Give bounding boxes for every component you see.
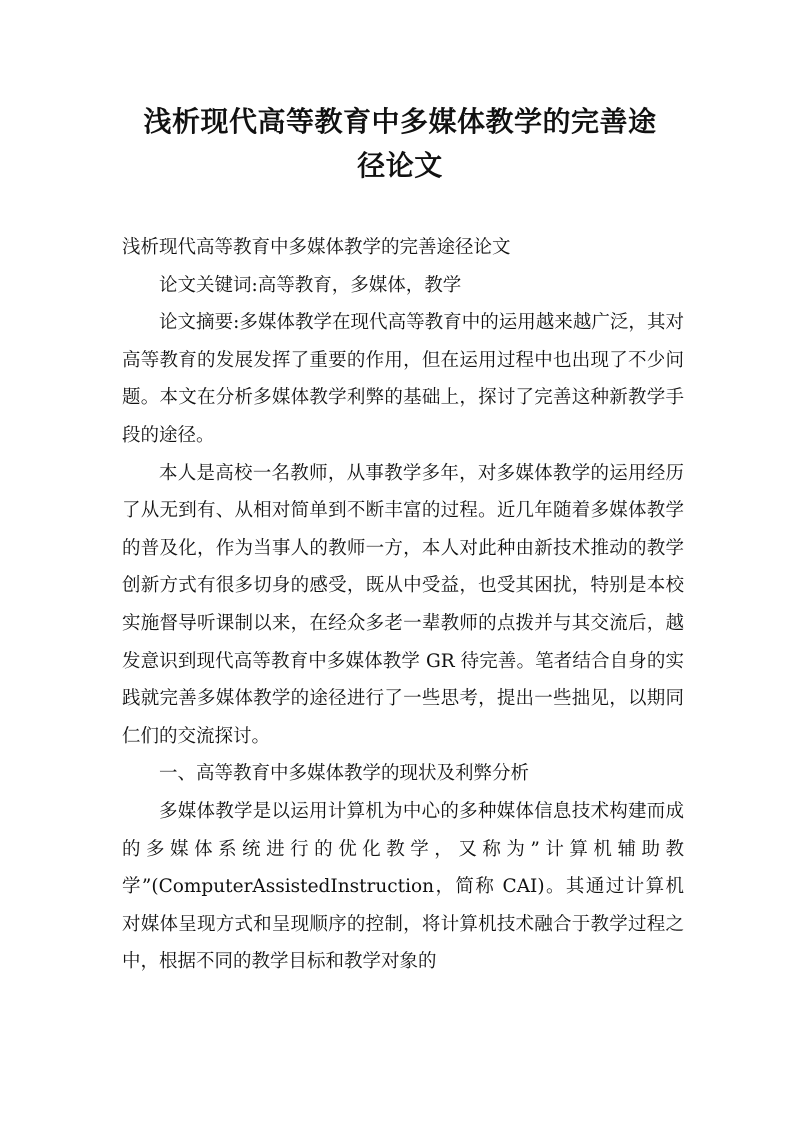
title-line-1: 浅析现代高等教育中多媒体教学的完善途 [143,105,657,138]
keywords-paragraph: 论文关键词:高等教育，多媒体，教学 [159,274,462,296]
document-body [122,229,684,981]
document-title [100,100,700,188]
section-heading: 一、高等教育中多媒体教学的现状及利弊分析 [159,763,530,785]
paper-heading: 浅析现代高等教育中多媒体教学的完善途径论文 [122,237,511,258]
intro-paragraph: 本人是高校一名教师，从事教学多年，对多媒体教学的运用经历了从无到有、从相对简单到不断丰富的过程。近几年随着多媒体教学的普及化，作为当事人的教师一方，本人对此种由新技术推动的教学创新方式有很多切身的感受，既从中受益，也受其困扰，特别是本校实施督导听课制以来，在经众多老一辈教师的点拨并与其交流后，越发意识到现代高等教育中多媒体教学 GR 待完善。笔者结合自身的实践就完善多媒体教学的途径进行了一些思考，提出一些拙见，以期同仁们的交流探讨。 [122,462,684,747]
abstract-paragraph: 论文摘要:多媒体教学在现代高等教育中的运用越来越广泛，其对高等教育的发展发挥了重要的作用，但在运用过程中也出现了不少问题。本文在分析多媒体教学利弊的基础上，探讨了完善这种新教学手段的途径。 [122,312,684,446]
section-paragraph: 多媒体教学是以运用计算机为中心的多种媒体信息技术构建而成的多媒体系统进行的优化教学，又称为”计算机辅助教学”(ComputerAssistedInstruction，简称 CAI)。其通过计算机对媒体呈现方式和呈现顺序的控制，将计算机技术融合于教学过程之中，根据不同的教学目标和教学对象的 [122,800,684,973]
title-line-2: 径论文 [357,149,443,182]
